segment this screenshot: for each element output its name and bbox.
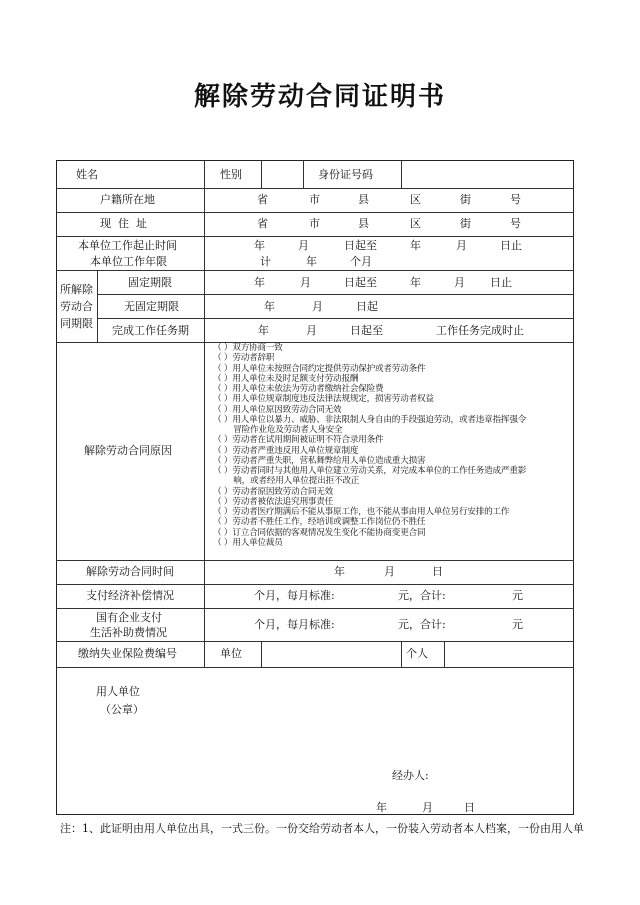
- reason-item: （ ）双方协商一致: [213, 343, 283, 353]
- date-day: 日止: [490, 276, 512, 289]
- row-divider: [56, 270, 574, 271]
- date-day: 日起: [356, 300, 378, 313]
- yuan-total: 元，合计:: [398, 589, 446, 602]
- column-divider: [204, 160, 205, 270]
- months-standard: 个月，每月标准:: [254, 589, 335, 602]
- row-divider: [56, 236, 574, 237]
- row-divider: [56, 188, 574, 189]
- column-divider: [444, 641, 445, 667]
- terminated-term-label: 劳动合: [60, 300, 93, 313]
- date-year: 年: [376, 801, 387, 814]
- handler-label: 经办人:: [392, 769, 429, 782]
- yuan-unit: 元: [512, 589, 523, 602]
- document-title: 解除劳动合同证明书: [193, 82, 446, 112]
- soe-subsidy-label: 生活补助费情况: [90, 626, 167, 639]
- column-divider: [401, 641, 402, 667]
- yuan-total: 元，合计:: [398, 618, 446, 631]
- soe-subsidy-label: 国有企业支付: [96, 611, 162, 624]
- insurance-number-label: 缴纳失业保险费编号: [78, 647, 177, 660]
- reason-item: （ ）劳动者医疗期满后不能从事原工作，也不能从事由用人单位另行安排的工作: [213, 507, 510, 517]
- fixed-term-label: 固定期限: [128, 276, 172, 289]
- column-divider: [401, 160, 402, 188]
- row-divider: [97, 318, 574, 319]
- row-divider: [56, 212, 574, 213]
- date-day: 日: [432, 565, 443, 578]
- address-field: 号: [510, 217, 521, 230]
- row-divider: [56, 584, 574, 585]
- date-year: 年: [410, 276, 421, 289]
- date-month: 月: [456, 239, 467, 252]
- task-term-label: 完成工作任务期: [112, 324, 189, 337]
- terminated-term-label: 所解除: [60, 283, 93, 296]
- work-years-unit: 年: [306, 255, 317, 268]
- months-standard: 个月，每月标准:: [254, 618, 335, 631]
- date-year: 年: [410, 239, 421, 252]
- reason-item: （ ）劳动者同时与其他用人单位建立劳动关系，对完成本单位的工作任务造成严重影: [213, 466, 527, 476]
- reason-item: （ ）用人单位原因致劳动合同无效: [213, 405, 342, 415]
- address-field: 街: [460, 193, 471, 206]
- reason-item: （ ）劳动者被依法追究刑事责任: [213, 497, 334, 507]
- reason-item: （ ）订立合同依据的客观情况发生变化不能协商变更合同: [213, 528, 426, 538]
- reason-item: （ ）劳动者严重失职，营私舞弊给用人单位造成重大损害: [213, 456, 426, 466]
- row-divider: [56, 608, 574, 609]
- id-number-label: 身份证号码: [318, 168, 373, 181]
- address-field: 号: [510, 193, 521, 206]
- address-field: 县: [358, 217, 369, 230]
- work-months-unit: 个月: [350, 255, 372, 268]
- date-month: 月: [300, 276, 311, 289]
- date-year: 年: [258, 324, 269, 337]
- date-year: 年: [334, 565, 345, 578]
- date-year: 年: [254, 276, 265, 289]
- date-month: 月: [306, 324, 317, 337]
- reason-item: 响，或者经用人单位提出拒不改正: [213, 476, 360, 486]
- reason-item: （ ）用人单位规章制度违反法律法规规定，损害劳动者权益: [213, 394, 434, 404]
- reason-item: （ ）用人单位以暴力、威胁、非法限制人身自由的手段强迫劳动，或者违章指挥强令: [213, 415, 527, 425]
- date-day: 日止: [500, 239, 522, 252]
- row-divider: [56, 641, 574, 642]
- unit-label: 单位: [220, 647, 242, 660]
- reason-item: （ ）劳动者严重违反用人单位规章制度: [213, 446, 359, 456]
- reason-item: （ ）劳动者辞职: [213, 353, 275, 363]
- address-field: 省: [257, 217, 268, 230]
- address-field: 街: [460, 217, 471, 230]
- task-done-label: 工作任务完成时止: [436, 324, 524, 337]
- column-divider: [303, 160, 304, 188]
- row-divider: [56, 342, 574, 343]
- household-label: 户籍所在地: [100, 193, 155, 206]
- address-field: 市: [309, 217, 320, 230]
- terminated-term-label: 同期限: [60, 317, 93, 330]
- row-divider: [56, 560, 574, 561]
- column-divider: [204, 342, 205, 667]
- personal-label: 个人: [406, 647, 428, 660]
- current-address-label: 现 住 址: [100, 217, 147, 230]
- reason-item: 冒险作业危及劳动者人身安全: [213, 425, 343, 435]
- compensation-label: 支付经济补偿情况: [86, 589, 174, 602]
- date-year: 年: [254, 239, 265, 252]
- seal-label: （公章）: [100, 703, 144, 716]
- reason-item: （ ）劳动者不胜任工作，经培训或调整工作岗位仍不胜任: [213, 517, 426, 527]
- date-month: 月: [298, 239, 309, 252]
- date-year: 年: [264, 300, 275, 313]
- reason-item: （ ）用人单位未按照合同约定提供劳动保护或者劳动条件: [213, 364, 426, 374]
- date-day: 日起至: [344, 239, 377, 252]
- date-month: 月: [312, 300, 323, 313]
- reason-item: （ ）用人单位未依法为劳动者缴纳社会保险费: [213, 384, 384, 394]
- address-field: 区: [410, 217, 421, 230]
- column-divider: [261, 641, 262, 667]
- row-divider: [97, 294, 574, 295]
- reason-label: 解除劳动合同原因: [84, 444, 172, 457]
- column-divider: [204, 270, 205, 342]
- gender-label: 性别: [220, 168, 242, 181]
- reason-item: （ ）劳动者在试用期间被证明不符合录用条件: [213, 435, 384, 445]
- work-years-label: 本单位工作年限: [90, 255, 167, 268]
- column-divider: [97, 270, 98, 342]
- column-divider: [261, 160, 262, 188]
- reason-item: （ ）用人单位裁员: [213, 538, 283, 548]
- date-day: 日起至: [350, 324, 383, 337]
- name-label: 姓名: [76, 168, 98, 181]
- footnote: 注：1、此证明由用人单位出具，一式三份。一份交给劳动者本人，一份装入劳动者本人档案，一份由用人单: [60, 822, 584, 835]
- date-day: 日起至: [344, 276, 377, 289]
- termination-time-label: 解除劳动合同时间: [86, 565, 174, 578]
- reason-item: （ ）用人单位未及时足额支付劳动报酬: [213, 374, 359, 384]
- date-month: 月: [422, 801, 433, 814]
- yuan-unit: 元: [512, 618, 523, 631]
- address-field: 省: [257, 193, 268, 206]
- row-divider: [56, 667, 574, 668]
- work-start-label: 本单位工作起止时间: [78, 239, 177, 252]
- reason-item: （ ）劳动者原因致劳动合同无效: [213, 487, 334, 497]
- open-term-label: 无固定期限: [124, 300, 179, 313]
- date-month: 月: [384, 565, 395, 578]
- address-field: 市: [309, 193, 320, 206]
- work-years-total: 计: [260, 255, 271, 268]
- date-day: 日: [464, 801, 475, 814]
- employer-label: 用人单位: [96, 685, 140, 698]
- address-field: 县: [358, 193, 369, 206]
- address-field: 区: [410, 193, 421, 206]
- date-month: 月: [454, 276, 465, 289]
